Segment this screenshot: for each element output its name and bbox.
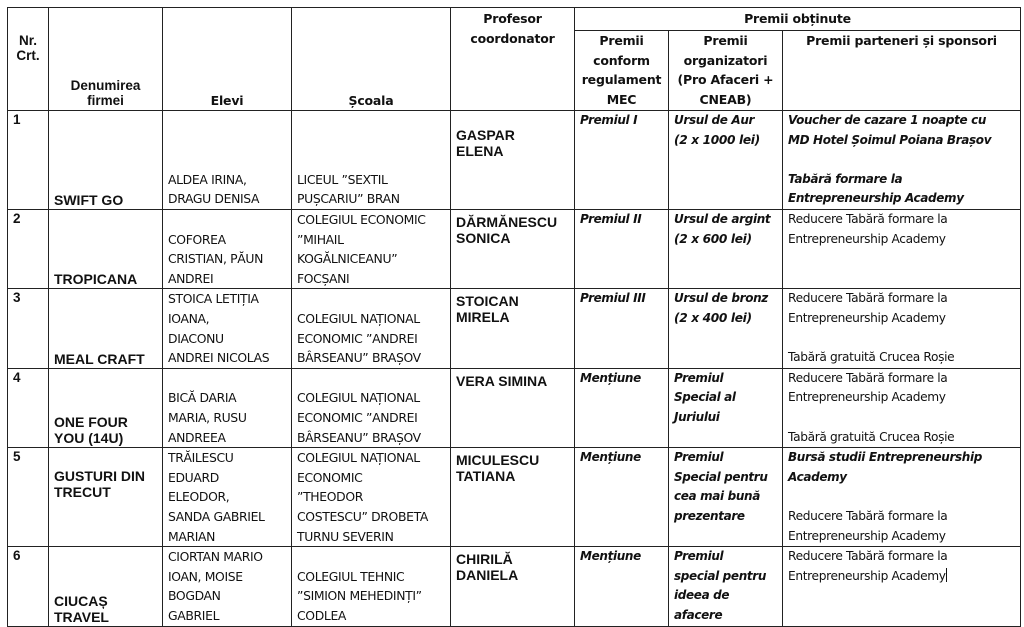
award-partners-regular-line: Reducere Tabără formare la (788, 370, 948, 385)
awards-table (7, 7, 1021, 627)
school-line: ”SIMION MEHEDINȚI” (297, 588, 422, 604)
award-organizers-title: Ursul de Aur (674, 113, 755, 127)
award-organizers-title: Special pentru (674, 469, 768, 484)
award-partners-regular-line: Entrepreneurship Academy (788, 231, 946, 246)
students-line: DRAGU DENISA (168, 191, 260, 207)
award-partners-regular-line: Entrepreneurship Academy (788, 568, 946, 583)
cell-award-mec (575, 111, 669, 210)
students-line: TRĂILESCU (168, 450, 234, 466)
award-partners-regular-line (788, 487, 1015, 507)
header-awards-group (575, 8, 1021, 31)
award-partners-regular-line: Tabără gratuită Crucea Roșie (788, 429, 955, 444)
header-firm-name (49, 8, 163, 111)
students-line: STOICA LETIȚIA (168, 291, 259, 307)
award-partners-bold-line: MD Hotel Șoimul Poiana Brașov (788, 132, 992, 147)
header-teacher-line: coordonator (470, 30, 555, 46)
header-school (292, 8, 451, 111)
cell-nr: 3 (8, 289, 49, 368)
table-row (8, 448, 1021, 547)
school-line: COLEGIUL NAȚIONAL (297, 310, 420, 326)
award-organizers-title: ideea de (674, 588, 730, 603)
award-organizers-title: Ursul de bronz (674, 291, 768, 306)
cell-students (163, 111, 292, 210)
award-partners-regular (788, 547, 1015, 586)
school-line: COLEGIUL ECONOMIC (297, 212, 426, 227)
cell-award-organizers (669, 210, 783, 289)
award-partners-regular-line: Entrepreneurship Academy (788, 310, 946, 325)
teacher-line: DĂRMĂNESCU (456, 214, 558, 230)
students-line: SANDA GABRIEL (168, 508, 265, 524)
school-line: ”THEODOR (297, 489, 363, 505)
students-line: COFOREA (168, 231, 226, 247)
cell-school (292, 111, 451, 210)
students-line: MARIAN (168, 528, 216, 544)
cell-students (163, 368, 292, 447)
school-line: CODLEA (297, 607, 347, 623)
cell-award-mec (575, 547, 669, 626)
cell-school (292, 289, 451, 368)
header-awards-group-label: Premii obținute (744, 11, 851, 27)
cell-award-partners (783, 111, 1021, 210)
cell-teacher (451, 289, 575, 368)
award-organizers-amount: (2 x 600 lei) (674, 231, 752, 246)
cell-teacher (451, 448, 575, 547)
teacher-line: MICULESCU (456, 452, 540, 469)
award-organizers-title: Premiul (674, 370, 724, 385)
text-cursor (946, 568, 947, 582)
cell-students (163, 448, 292, 547)
award-partners-regular (788, 487, 1015, 546)
award-mec-label: Premiul II (580, 212, 642, 226)
award-partners-regular (788, 210, 1015, 249)
award-mec-label: Premiul I (580, 113, 638, 127)
students-line: CIORTAN MARIO (168, 549, 263, 565)
award-mec-label: Mențiune (580, 549, 641, 564)
students-line: ANDREI (168, 270, 214, 286)
header-nr-crt (8, 8, 49, 111)
cell-students (163, 210, 292, 289)
award-partners-regular-line (788, 408, 1015, 428)
table-row (8, 547, 1021, 626)
school-line: BÂRSEANU” BRAȘOV (297, 429, 421, 445)
teacher-line: SONICA (456, 230, 511, 246)
cell-award-organizers (669, 368, 783, 447)
cell-award-partners (783, 289, 1021, 368)
header-teacher (451, 8, 575, 111)
award-mec-label: Mențiune (580, 450, 641, 465)
teacher-line: CHIRILĂ (456, 551, 513, 568)
school-line: BÂRSEANU” BRAȘOV (297, 350, 421, 366)
teacher-line: DANIELA (456, 567, 519, 584)
firm-name-line: MEAL CRAFT (54, 350, 145, 367)
header-teacher-line: Profesor (483, 11, 542, 26)
cell-teacher (451, 547, 575, 626)
cell-teacher (451, 111, 575, 210)
award-partners-bold-line: Bursă studii Entrepreneurship (788, 450, 983, 465)
header-firm-name-line: Denumirea (70, 78, 141, 93)
school-line: PUȘCARIU” BRAN (297, 191, 400, 207)
award-partners-regular-line (788, 329, 1015, 349)
header-students-label: Elevi (210, 92, 244, 108)
award-partners-bold-line: Academy (788, 469, 847, 484)
cell-school (292, 368, 451, 447)
school-line: KOGĂLNICEANU” (297, 251, 398, 267)
teacher-line: STOICAN (456, 293, 519, 310)
header-awards-organizers (669, 31, 783, 111)
students-line: BOGDAN (168, 588, 221, 604)
teacher-line: VERA SIMINA (456, 372, 548, 389)
award-partners-bold (788, 111, 1015, 209)
award-partners-bold (788, 448, 1015, 487)
header-awards-mec-line: conform (593, 52, 650, 68)
header-awards-organizers-line: CNEAB) (699, 91, 752, 107)
cell-nr: 2 (8, 210, 49, 289)
school-line: COSTESCU” DROBETA (297, 508, 428, 524)
cell-award-organizers (669, 547, 783, 626)
header-awards-mec-line: regulament (581, 72, 662, 87)
award-partners-regular-line: Tabără gratuită Crucea Roșie (788, 350, 955, 365)
cell-award-partners (783, 448, 1021, 547)
table-row (8, 111, 1021, 210)
school-line: FOCȘANI (297, 270, 350, 286)
teacher-line: GASPAR (456, 127, 515, 143)
firm-name-line: TROPICANA (54, 271, 138, 288)
header-awards-mec-line: MEC (606, 91, 637, 107)
cell-award-organizers (669, 448, 783, 547)
award-mec-label: Premiul III (580, 291, 646, 306)
school-line: ECONOMIC ”ANDREI (297, 409, 418, 425)
cell-school (292, 448, 451, 547)
firm-name-line: TRAVEL (54, 608, 109, 625)
cell-firm-name (49, 289, 163, 368)
header-students (163, 8, 292, 111)
cell-nr: 1 (8, 111, 49, 210)
header-awards-organizers-line: Premii (703, 33, 748, 48)
firm-name-line: SWIFT GO (54, 192, 124, 208)
header-nr-crt-line: Crt. (16, 48, 40, 63)
students-line: MARIA, RUSU (168, 409, 247, 425)
cell-award-organizers (669, 111, 783, 210)
award-partners-regular-line: Entrepreneurship Academy (788, 390, 946, 405)
cell-nr: 5 (8, 448, 49, 547)
firm-name-line: YOU (14U) (54, 430, 124, 447)
teacher-line: MIRELA (456, 309, 510, 326)
students-line: ANDREI NICOLAS (168, 350, 270, 366)
award-partners-regular (788, 369, 1015, 447)
school-line: ECONOMIC ”ANDREI (297, 330, 418, 346)
cell-firm-name (49, 368, 163, 447)
students-line: IOAN, MOISE (168, 568, 243, 584)
firm-name-line: ONE FOUR (54, 414, 128, 431)
school-line: LICEUL ”SEXTIL (297, 171, 388, 187)
school-line: COLEGIUL NAȚIONAL (297, 450, 420, 466)
cell-award-partners (783, 368, 1021, 447)
award-partners-bold-line: Voucher de cazare 1 noapte cu (788, 113, 987, 127)
students-line: ANDREEA (168, 429, 226, 445)
cell-teacher (451, 210, 575, 289)
award-organizers-title: cea mai bună (674, 489, 760, 504)
header-awards-organizers-line: organizatori (683, 52, 768, 68)
award-organizers-title: special pentru (674, 568, 767, 583)
cell-school (292, 547, 451, 626)
cell-award-partners (783, 547, 1021, 626)
award-partners-regular-line: Reducere Tabără formare la (788, 291, 948, 306)
award-organizers-title: Juriului (674, 409, 720, 424)
school-line: COLEGIUL NAȚIONAL (297, 390, 420, 406)
cell-award-mec (575, 210, 669, 289)
students-line: GABRIEL (168, 607, 220, 623)
school-line: ”MIHAIL (297, 231, 344, 247)
students-line: DIACONU (168, 330, 224, 346)
cell-award-partners (783, 210, 1021, 289)
cell-firm-name (49, 111, 163, 210)
cell-award-mec (575, 289, 669, 368)
header-awards-partners (783, 31, 1021, 111)
award-partners-regular-line: Reducere Tabără formare la (788, 508, 948, 523)
award-partners-bold-line: Entrepreneurship Academy (788, 191, 964, 206)
students-line: CRISTIAN, PĂUN (168, 251, 264, 267)
cell-school (292, 210, 451, 289)
header-school-label: Școala (348, 92, 394, 108)
table-row (8, 368, 1021, 447)
header-awards-mec-line: Premii (599, 33, 644, 48)
school-line: COLEGIUL TEHNIC (297, 568, 405, 584)
award-organizers-title: Premiul (674, 549, 724, 564)
cell-award-mec (575, 448, 669, 547)
teacher-line: TATIANA (456, 468, 516, 485)
firm-name-line: TRECUT (54, 484, 111, 501)
award-organizers-amount: (2 x 1000 lei) (674, 132, 760, 147)
award-partners-bold-line: Tabără formare la (788, 171, 903, 186)
cell-firm-name (49, 547, 163, 626)
students-line: ALDEA IRINA, (168, 171, 247, 187)
award-partners-regular-line: Reducere Tabără formare la (788, 212, 948, 226)
header-firm-name-line: firmei (87, 93, 124, 108)
table-row (8, 210, 1021, 289)
cell-teacher (451, 368, 575, 447)
table-row (8, 289, 1021, 368)
award-organizers-title: Ursul de argint (674, 212, 771, 226)
award-partners-regular (788, 289, 1015, 367)
award-organizers-amount: (2 x 400 lei) (674, 310, 752, 325)
cell-students (163, 547, 292, 626)
header-awards-partners-label: Premii parteneri și sponsori (806, 33, 997, 48)
cell-firm-name (49, 210, 163, 289)
school-line: TURNU SEVERIN (297, 528, 394, 544)
students-line: EDUARD (168, 469, 219, 485)
header-awards-organizers-line: (Pro Afaceri + (677, 72, 774, 87)
cell-nr: 6 (8, 547, 49, 626)
header-awards-mec (575, 31, 669, 111)
award-partners-regular-line: Entrepreneurship Academy (788, 528, 946, 543)
award-organizers-title: prezentare (674, 508, 745, 523)
award-partners-regular-line: Reducere Tabără formare la (788, 549, 948, 564)
cell-award-organizers (669, 289, 783, 368)
cell-students (163, 289, 292, 368)
cell-firm-name (49, 448, 163, 547)
firm-name-line: CIUCAȘ (54, 592, 108, 609)
students-line: ELEODOR, (168, 489, 230, 505)
cell-nr: 4 (8, 368, 49, 447)
cell-award-mec (575, 368, 669, 447)
school-line: ECONOMIC (297, 469, 363, 485)
award-organizers-title: Special al (674, 390, 736, 405)
award-mec-label: Mențiune (580, 370, 641, 385)
header-nr-crt-line: Nr. (18, 33, 37, 48)
award-partners-bold-line (788, 150, 1015, 170)
students-line: BICĂ DARIA (168, 390, 237, 406)
teacher-line: ELENA (456, 143, 504, 159)
award-organizers-title: Premiul (674, 450, 724, 465)
students-line: IOANA, (168, 310, 210, 326)
award-organizers-title: afacere (674, 607, 723, 622)
firm-name-line: GUSTURI DIN (54, 468, 145, 485)
